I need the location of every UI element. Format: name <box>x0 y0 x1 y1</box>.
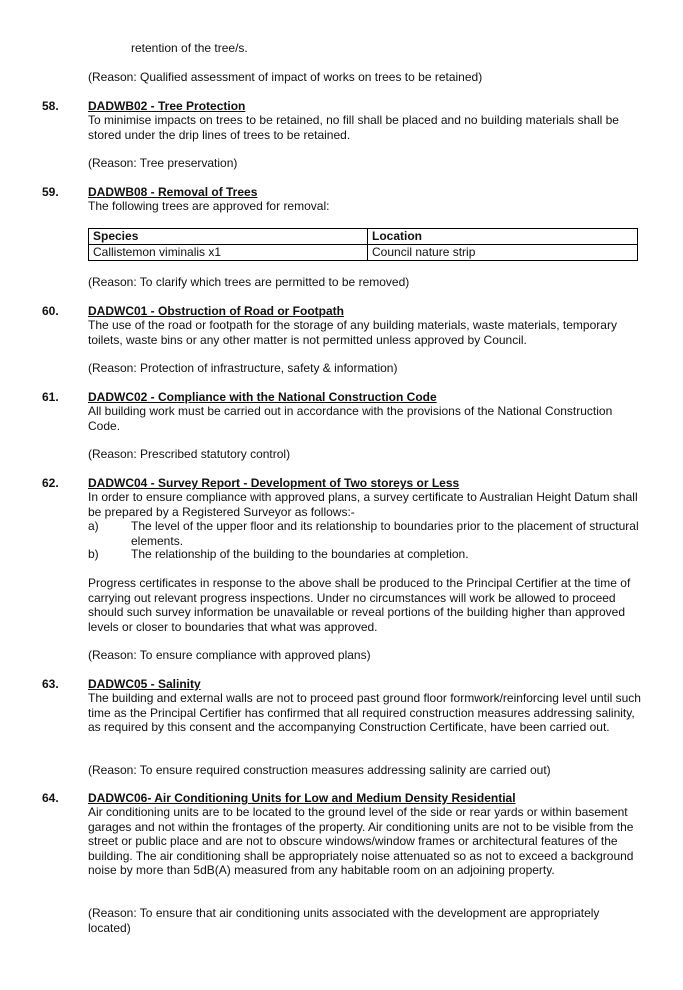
reason-text: (Reason: Protection of infrastructure, safety & information) <box>88 361 398 375</box>
condition-body: The following trees are approved for removal: <box>88 199 330 213</box>
table-header-location: Location <box>368 229 638 245</box>
list-item: The relationship of the building to the boundaries at completion. <box>131 547 469 561</box>
reason-text: (Reason: Prescribed statutory control) <box>88 447 291 461</box>
reason-text: (Reason: Tree preservation) <box>88 156 238 170</box>
continuation-text: retention of the tree/s. <box>131 41 248 55</box>
condition-title: DADWC06- Air Conditioning Units for Low and Medium Density Residential <box>88 791 516 805</box>
table-row <box>89 245 638 261</box>
condition-body: The building and external walls are not to proceed past ground floor formwork/reinforcing level until such time as the Principal Certifier has confirmed that all required construction measures addressing salinity, as required by this consent and the accompanying Construction Certificate, have been carried out. <box>88 691 641 734</box>
table-header-row <box>89 229 638 245</box>
reason-text: (Reason: To clarify which trees are permitted to be removed) <box>88 275 410 289</box>
condition-number: 59. <box>42 185 59 199</box>
reason-text: (Reason: To ensure required construction measures addressing salinity are carried out) <box>88 763 551 777</box>
condition-number: 58. <box>42 99 59 113</box>
condition-body: Air conditioning units are to be located to the ground level of the side or rear yards or within basement garages and not within the frontages of the property. Air conditioning units are not to be visible from the street or public place and are not to obscure windows/window frames or architectural features of the building. The air conditioning shall be appropriately noise attenuated so as not to exceed a background noise by more than 5dB(A) measured from any habitable room on an adjoining property. <box>88 805 634 877</box>
condition-number: 62. <box>42 476 59 490</box>
condition-number: 63. <box>42 677 59 691</box>
reason-text: (Reason: To ensure compliance with approved plans) <box>88 648 371 662</box>
condition-title: DADWB08 - Removal of Trees <box>88 185 258 199</box>
table-header-species: Species <box>89 229 368 245</box>
condition-number: 61. <box>42 390 59 404</box>
condition-body: To minimise impacts on trees to be retained, no fill shall be placed and no building materials shall be stored under the drip lines of trees to be retained. <box>88 113 619 142</box>
list-item: The level of the upper floor and its relationship to boundaries prior to the placement of structural elements. <box>131 519 639 548</box>
condition-title: DADWC02 - Compliance with the National Construction Code <box>88 390 437 404</box>
condition-number: 60. <box>42 304 59 318</box>
table-cell-location: Council nature strip <box>368 245 638 261</box>
condition-body: In order to ensure compliance with approved plans, a survey certificate to Australian Height Datum shall be prepared by a Registered Surveyor as follows:- <box>88 490 638 519</box>
condition-number: 64. <box>42 791 59 805</box>
table-cell-species: Callistemon viminalis x1 <box>89 245 368 261</box>
reason-text: (Reason: Qualified assessment of impact of works on trees to be retained) <box>88 70 483 84</box>
reason-text: (Reason: To ensure that air conditioning units associated with the development are appropriately located) <box>88 906 600 935</box>
tree-removal-table <box>88 228 638 261</box>
list-item-marker: a) <box>88 519 99 533</box>
condition-body: Progress certificates in response to the above shall be produced to the Principal Certifier at the time of carrying out relevant progress inspections. Under no circumstances will work be allowed to proceed should such survey information be unavailable or reveal portions of the building higher than approved levels or closer to boundaries that what was approved. <box>88 576 631 634</box>
condition-title: DADWB02 - Tree Protection <box>88 99 246 113</box>
condition-body: All building work must be carried out in accordance with the provisions of the National Construction Code. <box>88 404 613 433</box>
condition-title: DADWC05 - Salinity <box>88 677 201 691</box>
condition-title: DADWC01 - Obstruction of Road or Footpath <box>88 304 344 318</box>
condition-body: The use of the road or footpath for the storage of any building materials, waste materials, temporary toilets, waste bins or any other matter is not permitted unless approved by Council. <box>88 318 617 347</box>
list-item-marker: b) <box>88 547 99 561</box>
condition-title: DADWC04 - Survey Report - Development of Two storeys or Less <box>88 476 460 490</box>
